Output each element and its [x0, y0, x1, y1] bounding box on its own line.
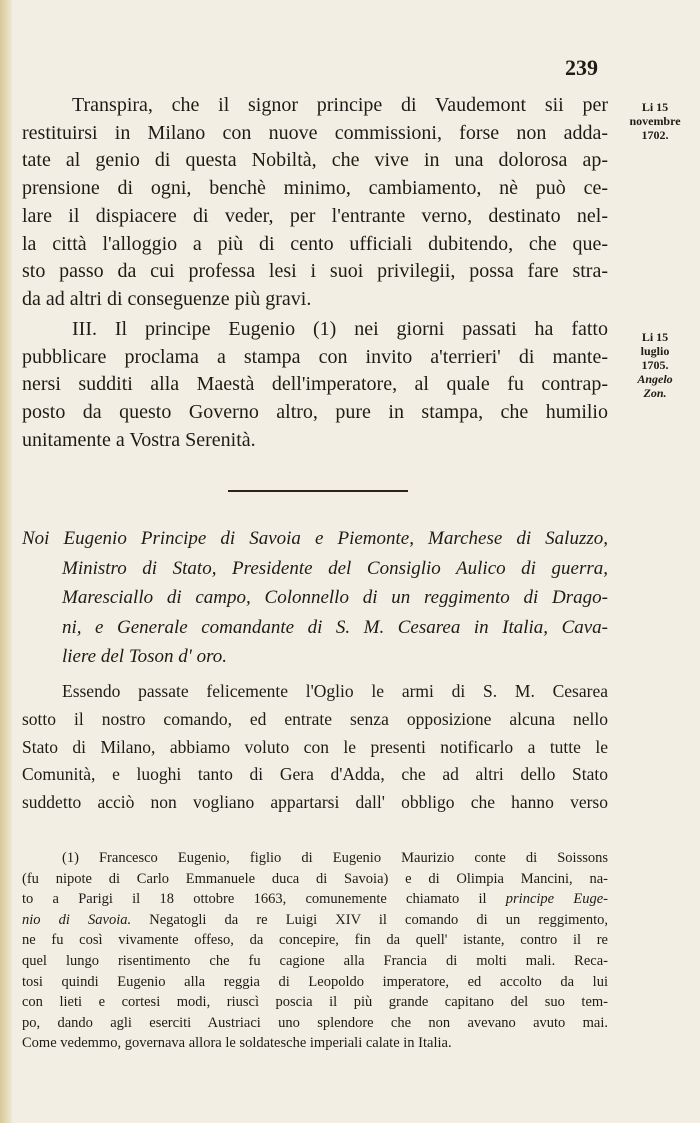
text-line: unitamente a Vostra Serenità.	[22, 428, 256, 451]
footnote-line: (1) Francesco Eugenio, figlio di Eugenio Maurizio conte di Soissons	[62, 850, 608, 866]
text-line: posto da questo Governo altro, pure in stampa, che humilio	[22, 401, 608, 424]
text-line: prensione di ogni, benchè minimo, cambiamento, nè può ce-	[22, 177, 608, 200]
footnote-line	[22, 910, 608, 931]
title-line: Maresciallo di campo, Colonnello di un reggimento di Drago-	[62, 587, 608, 608]
margin-note-2	[618, 330, 692, 400]
footnote-line: ne fu così vivamente offeso, da concepire, fin da quell' istante, contro il re	[22, 932, 608, 949]
text-line: pubblicare proclama a stampa con invito a'terrieri' di mante-	[22, 345, 608, 368]
text-line: da ad altri di conseguenze più gravi.	[22, 287, 312, 310]
text-line: restituirsi in Milano con nuove commissioni, forse non adda-	[22, 121, 608, 144]
footnote-italic: principe Euge-	[505, 891, 608, 908]
margin-note-line: Angelo	[637, 372, 673, 386]
footnote-line	[22, 889, 608, 910]
text-line: Comunità, e luoghi tanto di Gera d'Adda, che ad altri dello Stato	[22, 764, 608, 785]
text-line: nersi sudditi alla Maestà dell'imperatore, al quale fu contrap-	[22, 373, 608, 396]
text-line: suddetto acciò non vogliano appartarsi dall' obbligo che hanno verso	[22, 792, 608, 813]
text-line: III. Il principe Eugenio (1) nei giorni passati ha fatto	[72, 318, 608, 340]
text-line: sto passo da cui professa lesi i suoi privilegii, possa fare stra-	[22, 260, 608, 283]
footnote-line: Come vedemmo, governava allora le soldatesche imperiali calate in Italia.	[22, 1035, 452, 1052]
footnote-line: tosi quindi Eugenio alla reggia di Leopoldo imperatore, ed accolto da lui	[22, 973, 608, 990]
footnote-line: quel lungo risentimento che fu cagione alla Francia di molti mali. Reca-	[22, 952, 608, 969]
text-line: Transpira, che il signor principe di Vaudemont sii per	[72, 94, 608, 116]
paragraph-1	[22, 92, 608, 314]
text-line: Essendo passate felicemente l'Oglio le armi di S. M. Cesarea	[62, 681, 608, 701]
margin-note-line: novembre	[629, 114, 681, 128]
margin-note-line: 1702.	[641, 128, 669, 142]
proclamation-title	[22, 524, 608, 672]
title-line: liere del Toson d' oro.	[62, 646, 228, 667]
margin-note-line: Li 15	[641, 330, 669, 344]
text-line: tate al genio di questa Nobiltà, che vive in una dolorosa ap-	[22, 149, 608, 172]
title-line: Ministro di Stato, Presidente del Consiglio Aulico di guerra,	[62, 557, 608, 579]
page-number: 239	[565, 55, 598, 80]
margin-note-line: 1705.	[641, 358, 669, 372]
title-line: Noi Eugenio Principe di Savoia e Piemonte, Marchese di Saluzzo,	[22, 528, 608, 549]
margin-note-1	[618, 100, 692, 142]
margin-note-line: luglio	[640, 344, 670, 358]
text-line: lare il dispiacere di veder, per l'entrante verno, destinato nel-	[22, 204, 608, 227]
margin-note-line: Zon.	[643, 386, 667, 400]
text-line: Stato di Milano, abbiamo voluto con le presenti notificarlo a tutte le	[22, 736, 608, 757]
footnote-text: to a Parigi il 18 ottobre 1663, comunemente chiamato il	[22, 891, 506, 908]
text-line: sotto il nostro comando, ed entrate senza opposizione alcuna nello	[22, 708, 608, 729]
section-divider	[228, 490, 408, 492]
page-edge	[0, 0, 12, 1123]
footnote	[22, 848, 608, 1054]
paragraph-2	[22, 316, 608, 455]
footnote-line: (fu nipote di Carlo Emmanuele duca di Savoia) e di Olimpia Mancini, na-	[22, 870, 608, 887]
text-line: la città l'alloggio a più di cento ufficiali dubitendo, che que-	[22, 232, 608, 255]
margin-note-line: Li 15	[641, 100, 669, 114]
footnote-line: con lieti e cortesi modi, riuscì poscia il più grande capitano del suo tem-	[22, 994, 608, 1011]
footnote-text: Negatogli da re Luigi XIV il comando di un reggimento,	[131, 911, 608, 928]
title-line: ni, e Generale comandante di S. M. Cesarea in Italia, Cava-	[62, 616, 608, 638]
footnote-italic: nio di Savoia.	[22, 911, 132, 928]
proclamation-text	[22, 678, 608, 817]
footnote-line: po, dando agli eserciti Austriaci uno splendore che non avevano avuto mai.	[22, 1014, 608, 1031]
